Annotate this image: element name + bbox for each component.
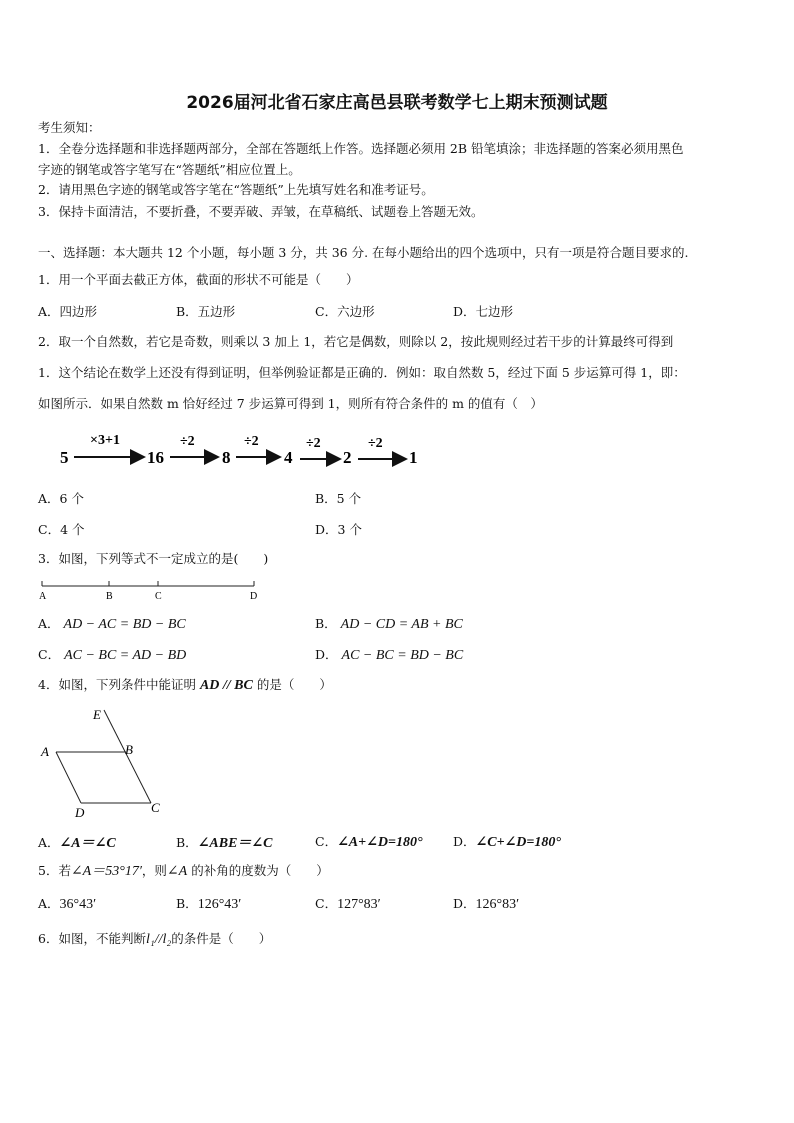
line-segment-diagram (36, 578, 266, 604)
option-letter: C． (38, 647, 61, 662)
flow-operation: ÷2 (306, 436, 321, 451)
q2-option-c: C．4 个 (38, 522, 85, 537)
flow-operation: ×3+1 (90, 433, 120, 448)
q5-option-a: A．36°43′ (38, 896, 97, 912)
q1-option-d: D．七边形 (453, 304, 514, 319)
option-letter: A． (38, 616, 60, 631)
question-1-stem: 1．用一个平面去截正方体，截面的形状不可能是（ ） (38, 272, 359, 287)
q5-option-b: B．126°43′ (176, 896, 242, 912)
q5-option-d: D．126°83′ (453, 896, 520, 912)
q4-option-d: D．∠C+∠D=180° (453, 834, 561, 850)
point-label: A (39, 591, 47, 602)
q3-option-b (315, 614, 463, 633)
parallelogram-diagram (36, 704, 176, 820)
option-expression: AC − BC = AD − BD (64, 648, 187, 663)
flow-operation: ÷2 (244, 434, 259, 449)
question-2-stem: 如图所示．如果自然数 m 恰好经过 7 步运算可得到 1，则所有符合条件的 m 的值有（ ） (38, 396, 543, 411)
flow-operation: ÷2 (180, 434, 195, 449)
notice-item: 字迹的钢笔或答字笔写在“答题纸”相应位置上。 (38, 162, 301, 177)
q1-option-c: C．六边形 (315, 304, 375, 319)
flow-number: 2 (343, 448, 352, 467)
flow-number: 1 (409, 448, 418, 467)
point-label: B (106, 591, 113, 602)
option-expression: AD − CD = AB + BC (340, 617, 463, 632)
q4-option-c: C．∠A+∠D=180° (315, 834, 423, 850)
point-label: C (155, 591, 162, 602)
q1-option-b: B．五边形 (176, 304, 236, 319)
q2-option-d: D．3 个 (315, 522, 362, 537)
point-label-c: C (151, 800, 160, 815)
page-title: 2026届河北省石家庄高邑县联考数学七上期末预测试题 (186, 93, 608, 113)
question-2-stem: 2．取一个自然数，若它是奇数，则乘以 3 加上 1，若它是偶数，则除以 2，按此规则经过若干步的计算最终可得到 (38, 334, 674, 349)
option-expression: AC − BC = BD − BC (341, 648, 464, 663)
flow-number: 5 (60, 448, 69, 467)
question-4-stem: 4．如图，下列条件中能证明 AD // BC 的是（ ） (38, 677, 332, 693)
question-6-stem: 6．如图，不能判断l₁//l₂的条件是（ ） (38, 931, 272, 947)
notice-heading: 考生须知： (38, 120, 101, 135)
notice-item: 2．请用黑色字迹的钢笔或答字笔在“答题纸”上先填写姓名和准考证号。 (38, 182, 434, 197)
point-label: D (250, 591, 258, 602)
point-label-a: A (41, 744, 49, 759)
point-label-e: E (93, 707, 101, 722)
question-2-stem: 1．这个结论在数学上还没有得到证明，但举例验证都是正确的．例如：取自然数 5，经过下面 5 步运算可得 1，即： (38, 365, 686, 380)
segment-ad (56, 752, 81, 803)
q1-option-a: A．四边形 (38, 304, 98, 319)
collatz-flow-diagram (56, 430, 436, 474)
option-letter: D． (315, 647, 338, 662)
q4-option-a: A．∠A＝∠C (38, 835, 116, 851)
question-5-stem: 5．若∠A＝53°17′，则∠A 的补角的度数为（ ） (38, 863, 329, 879)
option-expression: AD − AC = BD − BC (63, 617, 186, 632)
flow-operation: ÷2 (368, 436, 383, 451)
notice-item: 3．保持卡面清洁，不要折叠，不要弄破、弄皱，在草稿纸、试题卷上答题无效。 (38, 204, 484, 219)
question-3-stem: 3．如图，下列等式不一定成立的是( ) (38, 551, 269, 566)
q3-option-c (38, 645, 186, 664)
flow-number: 8 (222, 448, 231, 467)
option-letter: B． (315, 616, 337, 631)
section-heading: 一、选择题：本大题共 12 个小题，每小题 3 分，共 36 分. 在每小题给出的四个选项中，只有一项是符合题目要求的. (38, 245, 689, 260)
q5-option-c: C．127°83′ (315, 896, 381, 912)
q4-option-b: B．∠ABE＝∠C (176, 835, 273, 851)
notice-item: 1．全卷分选择题和非选择题两部分，全部在答题纸上作答。选择题必须用 2B 铅笔填涂；非选择题的答案必须用黑色 (38, 141, 684, 156)
q3-option-a (38, 614, 186, 633)
q3-option-d (315, 645, 463, 664)
flow-number: 16 (147, 448, 164, 467)
flow-number: 4 (284, 448, 293, 467)
point-label-d: D (75, 805, 85, 820)
q2-option-b: B．5 个 (315, 491, 362, 506)
q2-option-a: A．6 个 (38, 491, 84, 506)
point-label-b: B (125, 742, 133, 757)
